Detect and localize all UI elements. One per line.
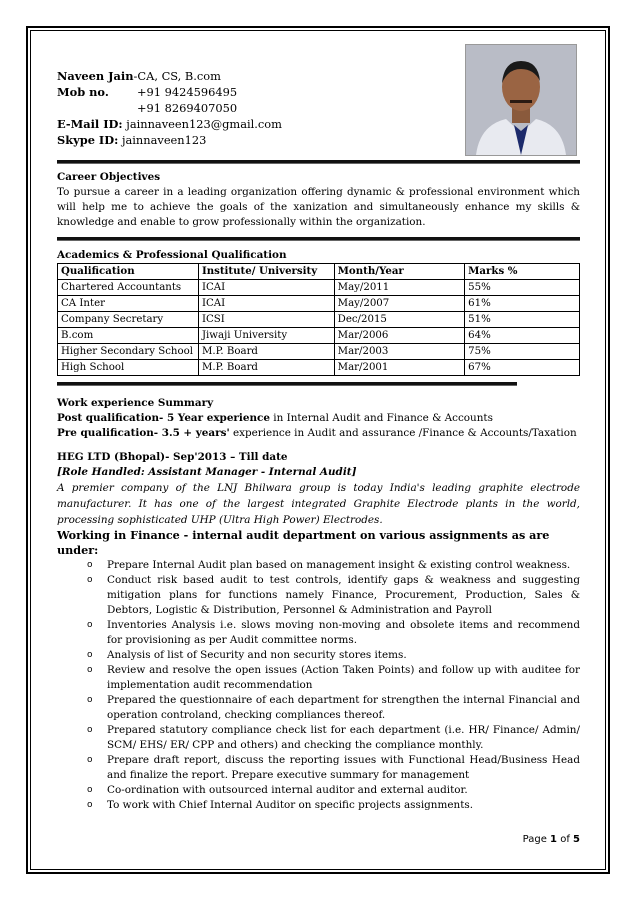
- list-item: o Prepared statutory compliance check list for each department (i.e. HR/ Finance/ Admin/ SCM/ EHS/ ER/ CPP and others) and checking the compliance monthly.: [57, 723, 580, 753]
- table-cell: High School: [58, 360, 199, 376]
- list-item: o Review and resolve the open issues (Action Taken Points) and follow up with auditee for implementation audit recommendation: [57, 663, 580, 693]
- table-cell: Higher Secondary School: [58, 344, 199, 360]
- email-label: E-Mail ID:: [57, 117, 123, 131]
- post-qualification-text: in Internal Audit and Finance & Accounts: [269, 412, 493, 424]
- table-cell: May/2011: [334, 280, 465, 296]
- table-cell: 55%: [465, 280, 580, 296]
- skype-value: jainnaveen123: [121, 133, 207, 147]
- mobile-label: Mob no.: [57, 85, 109, 99]
- table-cell: Jiwaji University: [198, 328, 334, 344]
- table-cell: 61%: [465, 296, 580, 312]
- mobile-number-2: +91 8269407050: [137, 101, 238, 115]
- list-item: o Prepare Internal Audit plan based on management insight & existing control weakness.: [57, 558, 580, 573]
- list-item: o Co-ordination with outsourced internal auditor and external auditor.: [57, 783, 580, 798]
- table-row: [58, 296, 580, 312]
- credentials: -CA, CS, B.com: [133, 69, 221, 83]
- table-cell: Dec/2015: [334, 312, 465, 328]
- table-cell: ICAI: [198, 296, 334, 312]
- table-cell: ICAI: [198, 280, 334, 296]
- list-item: o Inventories Analysis i.e. slows moving non-moving and obsolete items and recommend for provisioning as per Audit committee norms.: [57, 618, 580, 648]
- table-cell: M.P. Board: [198, 344, 334, 360]
- company-description: A premier company of the LNJ Bhilwara group is today India's leading graphite electrode manufacturer. It has one of the largest integrated Graphite Electrode plants in the world, processing sophisticated UHP (Ultra High Power) Electrodes.: [57, 482, 580, 526]
- section-divider: [57, 382, 517, 386]
- list-item: o Analysis of list of Security and non security stores items.: [57, 648, 580, 663]
- role-heading: [Role Handled: Assistant Manager - Internal Audit]: [57, 466, 357, 478]
- table-cell: Mar/2001: [334, 360, 465, 376]
- table-row: [58, 280, 580, 296]
- mobile-number-1: +91 9424596495: [137, 85, 238, 99]
- list-item: o Conduct risk based audit to test controls, identify gaps & weakness and suggesting mitigation plans for functions namely Finance, Procurement, Production, Sales & Debtors, Logistic & Distribution, Personnel & Administration and Payroll: [57, 573, 580, 618]
- table-cell: M.P. Board: [198, 360, 334, 376]
- list-item: o To work with Chief Internal Auditor on specific projects assignments.: [57, 798, 580, 813]
- qualification-table: [57, 263, 580, 376]
- skype-label: Skype ID:: [57, 133, 119, 147]
- email-value: jainnaveen123@gmail.com: [126, 117, 282, 131]
- page-of: of: [560, 834, 570, 845]
- table-row: [58, 344, 580, 360]
- table-cell: Chartered Accountants: [58, 280, 199, 296]
- table-cell: ICSI: [198, 312, 334, 328]
- candidate-name: Naveen Jain: [57, 69, 134, 83]
- page-current: 1: [550, 834, 558, 845]
- career-title: Career Objectives: [57, 171, 161, 183]
- table-cell: May/2007: [334, 296, 465, 312]
- pre-qualification-line: [57, 426, 580, 441]
- table-cell: 67%: [465, 360, 580, 376]
- page-number: [523, 834, 580, 845]
- column-header: Month/Year: [334, 264, 465, 280]
- table-cell: 51%: [465, 312, 580, 328]
- pre-qualification-text: experience in Audit and assurance /Finance & Accounts/Taxation: [229, 427, 577, 439]
- post-qualification-line: [57, 411, 580, 426]
- list-item: o Prepared the questionnaire of each department for strengthen the internal Financial and operation controland, checking compliances thereof.: [57, 693, 580, 723]
- table-cell: CA Inter: [58, 296, 199, 312]
- table-cell: 64%: [465, 328, 580, 344]
- table-row: [58, 360, 580, 376]
- table-cell: Mar/2003: [334, 344, 465, 360]
- table-header-row: [58, 264, 580, 280]
- pre-qualification-label: Pre qualification- 3.5 + years': [57, 427, 230, 439]
- resume-content: [57, 68, 580, 813]
- table-row: [58, 312, 580, 328]
- assignment-list: [57, 558, 580, 813]
- page-total: 5: [573, 834, 580, 845]
- table-cell: 75%: [465, 344, 580, 360]
- column-header: Institute/ University: [198, 264, 334, 280]
- career-text: To pursue a career in a leading organization offering dynamic & professional environment which will help me to achieve the goals of the xanization and simultaneously enhance my skills & knowledge and enable to grow professionally within the organization.: [57, 186, 580, 228]
- table-cell: B.com: [58, 328, 199, 344]
- work-title: Work experience Summary: [57, 397, 214, 409]
- column-header: Marks %: [465, 264, 580, 280]
- company-heading: HEG LTD (Bhopal)- Sep'2013 – Till date: [57, 451, 288, 463]
- section-divider: [57, 237, 580, 241]
- page-word: Page: [522, 834, 547, 845]
- post-qualification-label: Post qualification- 5 Year experience: [57, 412, 270, 424]
- list-item: o Prepare draft report, discuss the reporting issues with Functional Head/Business Head and finalize the report. Prepare executive summary for management: [57, 753, 580, 783]
- column-header: Qualification: [58, 264, 199, 280]
- table-cell: Company Secretary: [58, 312, 199, 328]
- table-cell: Mar/2006: [334, 328, 465, 344]
- academics-title: Academics & Professional Qualification: [57, 249, 287, 261]
- section-divider: [57, 160, 580, 164]
- table-row: [58, 328, 580, 344]
- contact-block: [57, 68, 580, 148]
- assignments-title: Working in Finance - internal audit department on various assignments as are under:: [57, 528, 550, 557]
